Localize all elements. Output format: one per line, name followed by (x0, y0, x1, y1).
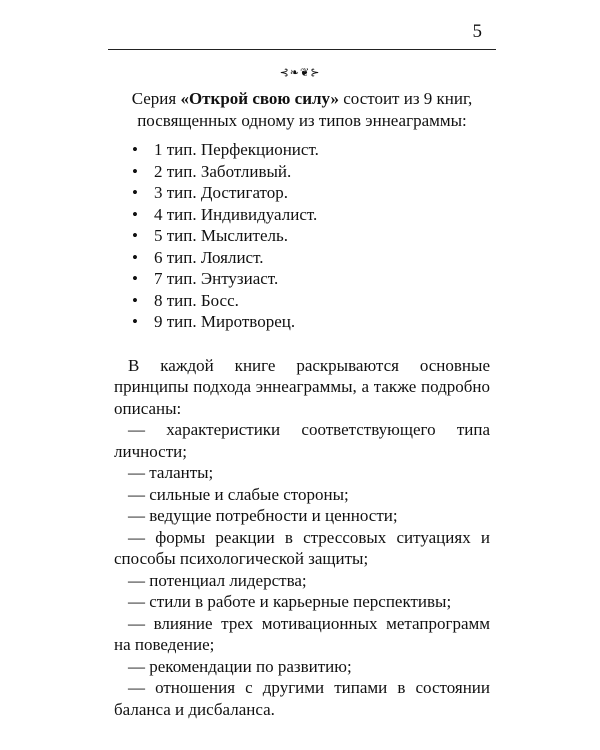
bullet-icon: • (132, 140, 138, 159)
page-number: 5 (472, 21, 482, 42)
feature-item: — сильные и слабые стороны; (128, 484, 349, 504)
feature-item: — ведущие потребности и ценности; (128, 506, 398, 525)
type-list-item (132, 311, 490, 333)
feature-item: — отношения с другими типами в состоянии баланса и дисбаланса. (114, 678, 490, 719)
bullet-icon: • (132, 161, 138, 181)
type-list-item (132, 268, 490, 290)
type-label: 1 тип. Перфекционист. (154, 140, 319, 159)
description-paragraph: В каждой книге раскрываются основные принципы подхода эннеаграммы, а также подробно описаны: (114, 355, 490, 418)
series-name: «Открой свою силу» (180, 89, 339, 108)
feature-item: — таланты; (128, 463, 214, 482)
type-list-item (132, 161, 490, 183)
series-label: Серия (131, 89, 177, 108)
type-list-item (132, 182, 490, 204)
type-label: 8 тип. Босс. (154, 290, 239, 310)
page-content (114, 88, 490, 720)
bullet-icon: • (132, 290, 138, 310)
type-list-item (132, 290, 490, 312)
type-list-item (132, 225, 490, 247)
enneagram-type-list (114, 139, 490, 333)
bullet-icon: • (132, 226, 138, 245)
intro-rest: состоит из 9 книг, (343, 89, 473, 108)
type-list-item (132, 139, 490, 161)
bullet-icon: • (132, 247, 138, 267)
bullet-icon: • (132, 204, 138, 224)
type-label: 3 тип. Достигатор. (154, 183, 288, 202)
type-label: 6 тип. Лоялист. (154, 247, 264, 267)
type-label: 7 тип. Энтузиаст. (154, 269, 279, 288)
type-label: 9 тип. Миротворец. (154, 312, 296, 331)
feature-item: — формы реакции в стрессовых ситуациях и способы психологической защиты; (114, 527, 490, 568)
bullet-icon: • (132, 269, 138, 288)
intro-text (114, 88, 490, 131)
feature-item: — влияние трех мотивационных метапрограмм на поведение; (114, 613, 490, 654)
feature-item: — характеристики соответствующего типа личности; (114, 420, 490, 461)
feature-item: — рекомендации по развитию; (128, 656, 352, 676)
type-list-item (132, 204, 490, 226)
bullet-icon: • (132, 183, 138, 202)
type-list-item (132, 247, 490, 269)
header-rule (108, 49, 496, 50)
features-list (114, 419, 490, 720)
type-label: 2 тип. Заботливый. (154, 161, 292, 181)
feature-item: — потенциал лидерства; (128, 570, 307, 590)
ornament-divider: ⊰❧❦⊱ (279, 67, 321, 79)
type-label: 4 тип. Индивидуалист. (154, 204, 318, 224)
intro-line-2: посвященных одному из типов эннеаграммы: (137, 110, 467, 130)
bullet-icon: • (132, 312, 138, 331)
type-label: 5 тип. Мыслитель. (154, 226, 288, 245)
feature-item: — стили в работе и карьерные перспективы; (128, 592, 452, 611)
